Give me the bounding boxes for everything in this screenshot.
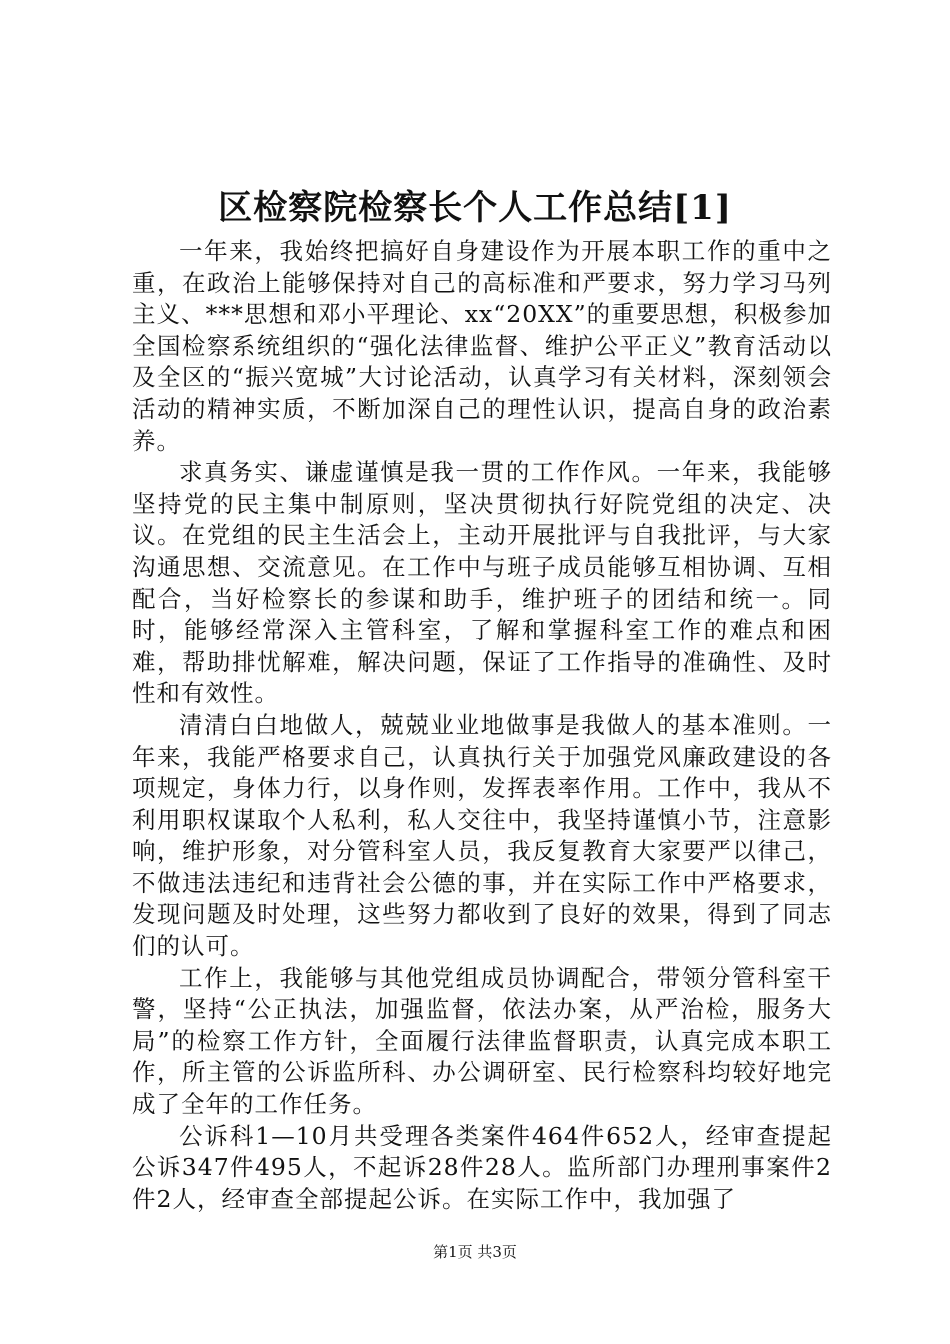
paragraph: 求真务实、谦虚谨慎是我一贯的工作作风。一年来，我能够坚持党的民主集中制原则，坚决贯彻执行好院党组的决定、决议。在党组的民主生活会上，主动开展批评与自我批评，与大家沟通思想、交流意见。在工作中与班子成员能够互相协调、互相配合，当好检察长的参谋和助手，维护班子的团结和统一。同时，能够经常深入主管科室，了解和掌握科室工作的难点和困难，帮助排忧解难，解决问题，保证了工作指导的准确性、及时性和有效性。 [132, 458, 832, 708]
paragraph: 公诉科1—10月共受理各类案件464件652人，经审查提起公诉347件495人，不起诉28件28人。监所部门办理刑事案件2件2人，经审查全部提起公诉。在实际工作中，我加强了 [132, 1121, 832, 1213]
document-body [132, 236, 832, 1215]
paragraph: 工作上，我能够与其他党组成员协调配合，带领分管科室干警，坚持“公正执法，加强监督，依法办案，从严治检，服务大局”的检察工作方针，全面履行法律监督职责，认真完成本职工作，所主管的公诉监所科、办公调研室、民行检察科均较好地完成了全年的工作任务。 [132, 963, 832, 1119]
page-footer: 第1页 共3页 [433, 1243, 517, 1261]
document-title: 区检察院检察长个人工作总结[1] [218, 188, 732, 228]
paragraph: 清清白白地做人，兢兢业业地做事是我做人的基本准则。一年来，我能严格要求自己，认真执行关于加强党风廉政建设的各项规定，身体力行，以身作则，发挥表率作用。工作中，我从不利用职权谋取个人私利，私人交往中，我坚持谨慎小节，注意影响，维护形象，对分管科室人员，我反复教育大家要严以律己，不做违法违纪和违背社会公德的事，并在实际工作中严格要求，发现问题及时处理，这些努力都收到了良好的效果，得到了同志们的认可。 [132, 710, 832, 961]
paragraph: 一年来，我始终把搞好自身建设作为开展本职工作的重中之重，在政治上能够保持对自己的高标准和严要求，努力学习马列主义、***思想和邓小平理论、xx“20XX”的重要思想，积极参加全国检察系统组织的“强化法律监督、维护公平正义”教育活动以及全区的“振兴宽城”大讨论活动，认真学习有关材料，深刻领会活动的精神实质，不断加深自己的理性认识，提高自身的政治素养。 [132, 237, 832, 455]
